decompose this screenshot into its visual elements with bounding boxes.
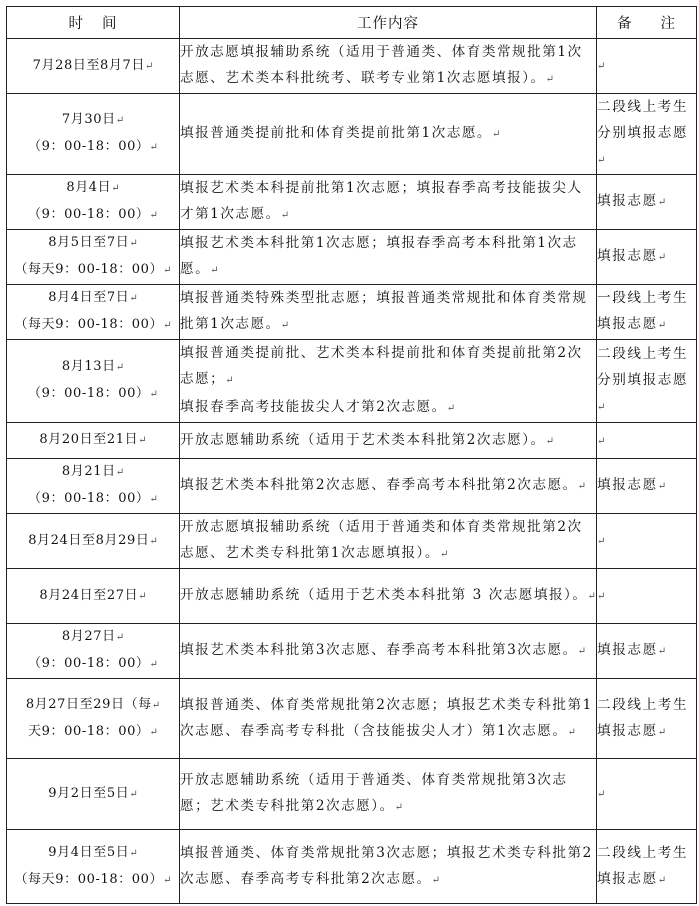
return-mark-icon: ↵ — [280, 210, 290, 221]
time-line: 8月4日至7日↵ — [48, 290, 138, 305]
time-line: 8月4日↵ — [66, 180, 120, 195]
note-cell — [597, 423, 697, 459]
note-cell — [597, 514, 697, 569]
time-cell — [7, 285, 180, 340]
header-content: 工作内容 — [180, 7, 597, 39]
header-time: 时 间 — [7, 7, 180, 39]
content-text: 填报艺术类本科批第2次志愿、春季高考本科批第2次志愿。↵ — [180, 477, 587, 493]
return-mark-icon: ↵ — [492, 129, 501, 140]
content-cell — [180, 340, 597, 423]
content-text: 开放志愿辅助系统（适用于艺术类本科批第2次志愿）。↵ — [180, 431, 554, 448]
time-line: 9月4日至5日↵ — [48, 844, 138, 860]
content-cell — [180, 514, 597, 569]
content-text: 填报普通类、体育类常规批第2次志愿；填报艺术类专科批第1次志愿、春季高考专科批（含技能拔尖人才）第1次志愿。↵ — [180, 696, 593, 739]
content-cell — [180, 39, 597, 94]
return-mark-icon: ↵ — [138, 590, 147, 602]
content-text: 填报艺术类本科批第1次志愿；填报春季高考本科批第1次志愿。↵ — [180, 235, 578, 277]
time-line: （每天9：00-18：00）↵ — [14, 871, 172, 887]
content-text: 填报普通类特殊类型批志愿；填报普通类常规批和体育类常规批第1次志愿。↵ — [180, 290, 588, 332]
note-cell — [597, 285, 697, 340]
return-mark-icon: ↵ — [597, 789, 606, 800]
return-mark-icon: ↵ — [657, 252, 667, 263]
schedule-sheet — [6, 6, 696, 904]
return-mark-icon: ↵ — [657, 481, 667, 492]
time-cell — [7, 230, 180, 285]
return-mark-icon: ↵ — [597, 435, 606, 447]
time-cell — [7, 175, 180, 230]
content-text: 开放志愿填报辅助系统（适用于普通类和体育类常规批第2次志愿、艺术类专科批第1次志愿填报）。↵ — [180, 519, 583, 561]
return-mark-icon: ↵ — [439, 549, 449, 560]
note-text: 二段线上考生分别填报志愿 — [597, 99, 689, 141]
time-line: 7月28日至8月7日↵ — [32, 57, 154, 73]
return-mark-icon: ↵ — [225, 375, 234, 386]
note-cell — [597, 569, 697, 624]
return-mark-icon: ↵ — [657, 646, 667, 657]
note-text: 填报志愿 — [597, 248, 658, 264]
time-cell — [7, 94, 180, 175]
time-line: 8月27日↵ — [61, 629, 125, 644]
time-cell — [7, 679, 180, 759]
return-mark-icon: ↵ — [149, 659, 158, 670]
time-cell — [7, 624, 180, 679]
content-cell — [180, 830, 597, 904]
content-text: 开放志愿辅助系统（适用于艺术类本科批第 3 次志愿填报）。↵ — [180, 587, 596, 603]
return-mark-icon: ↵ — [597, 402, 606, 413]
content-cell — [180, 230, 597, 285]
note-cell — [597, 830, 697, 904]
table-row — [7, 423, 697, 459]
time-line: 7月30日↵ — [61, 112, 125, 127]
table-row — [7, 514, 697, 569]
return-mark-icon: ↵ — [115, 362, 125, 373]
return-mark-icon: ↵ — [545, 435, 554, 447]
table-row — [7, 94, 697, 175]
return-mark-icon: ↵ — [163, 265, 172, 276]
content-cell — [180, 175, 597, 230]
return-mark-icon: ↵ — [597, 591, 606, 602]
return-mark-icon: ↵ — [115, 115, 125, 126]
time-line: （9：00-18：00）↵ — [28, 656, 158, 671]
content-text: 填报普通类提前批、艺术类本科提前批和体育类提前批第2次志愿；↵ — [180, 345, 583, 387]
return-mark-icon: ↵ — [149, 142, 158, 153]
return-mark-icon: ↵ — [597, 61, 606, 72]
time-cell — [7, 759, 180, 830]
note-text: 一段线上考生填报志愿 — [597, 290, 689, 332]
return-mark-icon: ↵ — [129, 788, 138, 800]
table-row — [7, 569, 697, 624]
time-cell — [7, 423, 180, 459]
content-cell — [180, 759, 597, 830]
table-row — [7, 39, 697, 94]
note-text: 填报志愿 — [597, 477, 658, 493]
time-cell — [7, 459, 180, 514]
note-text: 二段线上考生分别填报志愿 — [597, 346, 689, 388]
note-cell — [597, 230, 697, 285]
table-row — [7, 459, 697, 514]
note-cell — [597, 679, 697, 759]
table-row — [7, 624, 697, 679]
note-cell — [597, 94, 697, 175]
return-mark-icon: ↵ — [163, 874, 172, 886]
time-cell — [7, 39, 180, 94]
content-cell — [180, 423, 597, 459]
note-cell — [597, 39, 697, 94]
return-mark-icon: ↵ — [657, 726, 667, 738]
time-line: 8月13日↵ — [61, 359, 125, 374]
return-mark-icon: ↵ — [129, 238, 138, 249]
note-cell — [597, 459, 697, 514]
return-mark-icon: ↵ — [597, 155, 606, 166]
time-line: 8月24日至27日↵ — [39, 587, 147, 603]
table-row — [7, 679, 697, 759]
return-mark-icon: ↵ — [657, 197, 667, 208]
time-cell — [7, 514, 180, 569]
time-line: （9：00-18：00）↵ — [28, 491, 158, 506]
table-row — [7, 340, 697, 423]
time-line: （9：00-18：00）↵ — [28, 386, 158, 401]
return-mark-icon: ↵ — [394, 802, 404, 813]
content-cell — [180, 624, 597, 679]
content-text: 填报艺术类本科批第3次志愿、春季高考本科批第3次志愿。↵ — [180, 642, 587, 658]
time-cell — [7, 830, 180, 904]
note-text: 二段线上考生填报志愿 — [597, 844, 689, 887]
schedule-rows — [7, 39, 697, 904]
header-note: 备 注 — [597, 7, 697, 39]
return-mark-icon: ↵ — [149, 726, 158, 738]
return-mark-icon: ↵ — [163, 320, 172, 331]
return-mark-icon: ↵ — [111, 183, 120, 194]
return-mark-icon: ↵ — [115, 467, 125, 478]
content-text: 填报春季高考技能拔尖人才第2次志愿。↵ — [180, 399, 456, 415]
header-row — [7, 7, 697, 39]
content-cell — [180, 94, 597, 175]
time-line: 9月2日至5日↵ — [48, 785, 138, 801]
note-cell — [597, 624, 697, 679]
time-line: 8月20日至21日↵ — [39, 432, 147, 447]
time-line: 8月21日↵ — [61, 464, 125, 479]
return-mark-icon: ↵ — [545, 74, 554, 85]
return-mark-icon: ↵ — [657, 320, 667, 331]
return-mark-icon: ↵ — [151, 699, 161, 711]
return-mark-icon: ↵ — [149, 494, 158, 505]
table-row — [7, 759, 697, 830]
return-mark-icon: ↵ — [577, 481, 587, 492]
table-row — [7, 285, 697, 340]
time-cell — [7, 569, 180, 624]
time-line: 8月24日至8月29日↵ — [28, 532, 158, 548]
schedule-table — [6, 6, 697, 904]
return-mark-icon: ↵ — [597, 536, 606, 547]
return-mark-icon: ↵ — [149, 389, 158, 400]
time-line: 8月27日至29日（每↵ — [25, 696, 161, 712]
return-mark-icon: ↵ — [657, 874, 667, 886]
return-mark-icon: ↵ — [144, 60, 154, 72]
return-mark-icon: ↵ — [431, 874, 441, 886]
note-text: 二段线上考生填报志愿 — [597, 696, 689, 739]
note-cell — [597, 759, 697, 830]
return-mark-icon: ↵ — [446, 403, 456, 414]
time-line: （9：00-18：00）↵ — [28, 207, 158, 222]
note-text: 填报志愿 — [597, 642, 658, 658]
return-mark-icon: ↵ — [149, 535, 158, 547]
content-text: 开放志愿辅助系统（适用于普通类、体育类常规批第3次志愿；艺术类专科批第2次志愿）。↵ — [180, 772, 568, 814]
return-mark-icon: ↵ — [115, 632, 125, 643]
return-mark-icon: ↵ — [129, 293, 138, 304]
content-cell — [180, 569, 597, 624]
time-line: （每天9：00-18：00）↵ — [14, 262, 172, 277]
time-line: 天9：00-18：00）↵ — [28, 723, 158, 739]
return-mark-icon: ↵ — [577, 646, 587, 657]
return-mark-icon: ↵ — [138, 435, 147, 446]
time-cell — [7, 340, 180, 423]
content-text: 填报普通类提前批和体育类提前批第1次志愿。↵ — [180, 125, 501, 141]
return-mark-icon: ↵ — [567, 726, 576, 738]
content-cell — [180, 285, 597, 340]
return-mark-icon: ↵ — [587, 591, 596, 602]
table-row — [7, 830, 697, 904]
return-mark-icon: ↵ — [149, 210, 158, 221]
note-cell — [597, 340, 697, 423]
content-text: 填报艺术类本科提前批第1次志愿；填报春季高考技能拔尖人才第1次志愿。↵ — [180, 180, 583, 222]
content-text: 开放志愿填报辅助系统（适用于普通类、体育类常规批第1次志愿、艺术类本科批统考、联考专业第1次志愿填报）。↵ — [180, 44, 583, 86]
table-row — [7, 175, 697, 230]
time-line: （9：00-18：00）↵ — [28, 139, 158, 154]
content-text: 填报普通类、体育类常规批第3次志愿；填报艺术类专科批第2次志愿、春季高考专科批第2次志愿。↵ — [180, 844, 593, 887]
note-cell — [597, 175, 697, 230]
return-mark-icon: ↵ — [129, 847, 138, 859]
return-mark-icon: ↵ — [210, 265, 219, 276]
time-line: 8月5日至7日↵ — [48, 235, 138, 250]
return-mark-icon: ↵ — [280, 320, 290, 331]
content-cell — [180, 679, 597, 759]
time-line: （每天9：00-18：00）↵ — [14, 317, 172, 332]
content-cell — [180, 459, 597, 514]
table-row — [7, 230, 697, 285]
note-text: 填报志愿 — [597, 193, 658, 209]
